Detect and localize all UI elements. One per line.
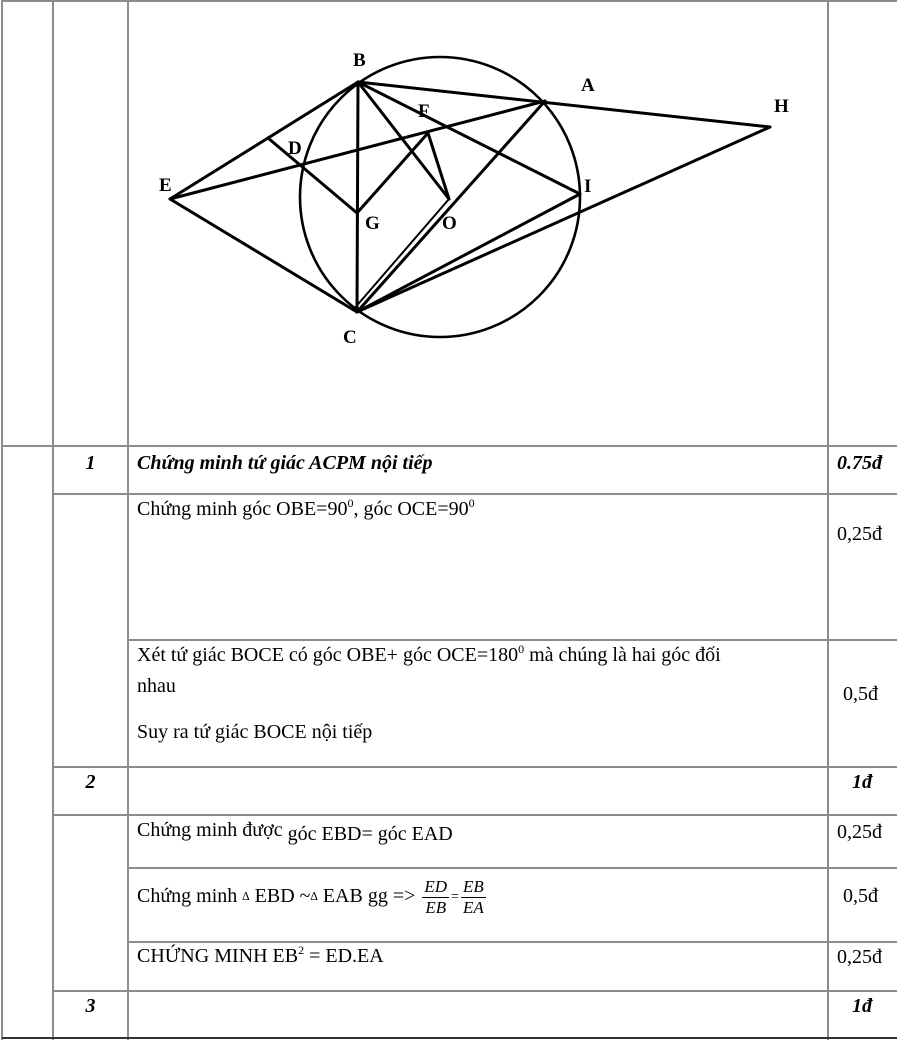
step-line1-before: Xét tứ giác BOCE có góc OBE+ góc OCE=180 xyxy=(137,644,519,666)
degree-sup: 0 xyxy=(468,496,475,510)
step-text-b: EBD ~ xyxy=(249,885,311,907)
exponent-sup: 2 xyxy=(298,943,305,957)
fraction-eb-ea xyxy=(461,877,486,918)
label-C: C xyxy=(343,327,357,348)
row-divider xyxy=(53,814,897,816)
label-B: B xyxy=(353,50,366,71)
fraction-denominator: EA xyxy=(462,897,484,917)
step-text-a: Chứng minh xyxy=(137,885,243,907)
step-text xyxy=(137,817,453,843)
row-divider xyxy=(53,990,897,992)
label-O: O xyxy=(442,213,457,234)
label-D: D xyxy=(288,138,302,159)
part-score: 0.75đ xyxy=(837,452,882,474)
degree-sup: 0 xyxy=(518,642,525,656)
step-text-b: góc EBD= góc EAD xyxy=(287,823,453,845)
step-text-line2: nhau xyxy=(137,675,176,697)
part-number: 1 xyxy=(85,452,96,474)
fraction-numerator: ED xyxy=(424,876,448,896)
label-A: A xyxy=(581,75,595,96)
part-title: Chứng minh tứ giác ACPM nội tiếp xyxy=(137,452,433,474)
label-F: F xyxy=(418,101,430,122)
segment-FO xyxy=(428,133,449,199)
equals-sign: = xyxy=(451,889,459,905)
step-text-mid: , góc OCE=90 xyxy=(353,498,469,520)
step-score: 0,25đ xyxy=(837,821,882,843)
geometry-figure xyxy=(0,0,897,446)
part-number: 2 xyxy=(85,771,96,793)
part-score: 1đ xyxy=(852,995,872,1017)
step-score: 0,25đ xyxy=(837,946,882,968)
degree-sup: 0 xyxy=(347,496,354,510)
segment-BI xyxy=(358,82,580,194)
step-line1-after: mà chúng là hai góc đối xyxy=(524,644,721,666)
triangle-symbol: ∆ xyxy=(310,889,318,903)
segment-GF xyxy=(357,133,428,213)
step-text xyxy=(137,943,384,969)
fraction-numerator: EB xyxy=(462,876,484,896)
circle-o xyxy=(300,57,580,337)
step-text-c: EAB gg => xyxy=(317,885,421,907)
segment-CH xyxy=(357,127,770,312)
step-text-b: = ED.EA xyxy=(304,945,384,967)
step-text xyxy=(137,496,475,522)
row-divider xyxy=(128,867,897,869)
segment-CA xyxy=(357,101,545,312)
segment-EB xyxy=(170,82,358,199)
segment-BC xyxy=(357,82,358,312)
part-score: 1đ xyxy=(852,771,872,793)
step-text xyxy=(137,642,721,668)
segment-CI xyxy=(357,194,580,312)
segment-BO xyxy=(358,82,449,199)
segment-EC xyxy=(170,199,357,312)
part-number: 3 xyxy=(85,995,96,1017)
table-bottom-border xyxy=(2,1037,897,1039)
step-score: 0,5đ xyxy=(843,683,878,705)
step-text xyxy=(137,874,488,919)
step-text-a: CHỨNG MINH EB xyxy=(137,945,299,967)
fraction-ed-eb xyxy=(422,877,449,918)
row-divider xyxy=(53,766,897,768)
row-divider xyxy=(128,639,897,641)
label-I: I xyxy=(584,176,592,197)
fraction-denominator: EB xyxy=(425,897,447,917)
segment-DG xyxy=(268,138,357,213)
label-E: E xyxy=(159,175,172,196)
step-text-a: Chứng minh được xyxy=(137,819,288,841)
step-text-line3: Suy ra tứ giác BOCE nội tiếp xyxy=(137,721,373,743)
step-text-before: Chứng minh góc OBE=90 xyxy=(137,498,348,520)
label-G: G xyxy=(365,213,380,234)
triangle-symbol: ∆ xyxy=(242,889,250,903)
step-score: 0,25đ xyxy=(837,523,882,545)
step-score: 0,5đ xyxy=(843,885,878,907)
row-divider xyxy=(53,493,897,495)
label-H: H xyxy=(774,96,789,117)
